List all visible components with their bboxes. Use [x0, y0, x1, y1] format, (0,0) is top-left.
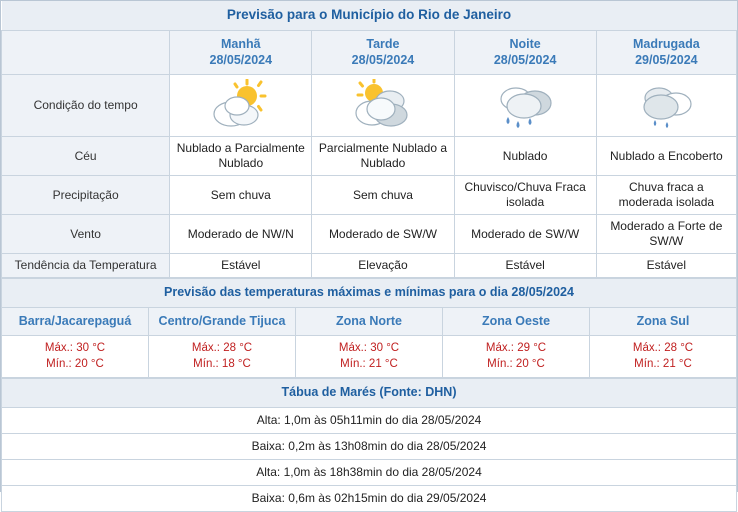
period-date-madrugada: 29/05/2024	[635, 52, 698, 67]
zone-min-barra: Mín.: 20 °C	[46, 357, 104, 370]
tide-entry-2: Baixa: 0,2m às 13h08min do dia 28/05/2024	[2, 434, 737, 460]
row-label-tendencia: Tendência da Temperatura	[2, 254, 170, 278]
tide-entry-4: Baixa: 0,6m às 02h15min do dia 29/05/2024	[2, 486, 737, 512]
zone-min-zona-oeste: Mín.: 20 °C	[487, 357, 545, 370]
period-date-noite: 28/05/2024	[493, 52, 557, 67]
temperatures-title-row	[2, 279, 737, 308]
row-label-ceu: Céu	[2, 137, 170, 176]
wind-noite: Moderado de SW/W	[454, 215, 596, 254]
weather-icon-cell-tarde	[312, 75, 454, 137]
zone-temps-zona-sul	[590, 336, 737, 378]
period-name-manha: Manhã	[220, 36, 261, 51]
trend-madrugada: Estável	[596, 254, 736, 278]
wind-tarde: Moderado de SW/W	[312, 215, 454, 254]
zone-temps-barra	[2, 336, 149, 378]
precipitation-row	[2, 176, 737, 215]
forecast-title-row	[2, 1, 737, 30]
zone-name-zona-sul: Zona Sul	[590, 307, 737, 336]
period-header-manha	[170, 30, 312, 74]
zone-min-zona-sul: Mín.: 21 °C	[634, 357, 692, 370]
zone-max-zona-norte: Máx.: 30 °C	[338, 342, 400, 355]
zone-max-zona-sul: Máx.: 28 °C	[632, 342, 694, 355]
zone-values-row	[2, 336, 737, 378]
period-header-tarde	[312, 30, 454, 74]
sky-madrugada: Nublado a Encoberto	[596, 137, 736, 176]
zone-min-centro: Mín.: 18 °C	[193, 357, 251, 370]
period-name-madrugada: Madrugada	[633, 36, 700, 51]
tide-entry-row	[2, 486, 737, 512]
sky-manha: Nublado a Parcialmente Nublado	[170, 137, 312, 176]
period-date-tarde: 28/05/2024	[351, 52, 415, 67]
tide-entry-3: Alta: 1,0m às 18h38min do dia 28/05/2024	[2, 460, 737, 486]
wind-manha: Moderado de NW/N	[170, 215, 312, 254]
trend-noite: Estável	[454, 254, 596, 278]
tide-entry-row	[2, 460, 737, 486]
weather-icon-cell-noite	[454, 75, 596, 137]
wind-madrugada: Moderado a Forte de SW/W	[596, 215, 736, 254]
weather-icon-cell-manha	[170, 75, 312, 137]
period-header-blank	[2, 30, 170, 74]
sky-tarde: Parcialmente Nublado a Nublado	[312, 137, 454, 176]
forecast-table	[1, 1, 737, 278]
precipitation-madrugada: Chuva fraca a moderada isolada	[596, 176, 736, 215]
period-header-row	[2, 30, 737, 74]
weather-condition-row	[2, 75, 737, 137]
period-header-noite	[454, 30, 596, 74]
tide-entry-row	[2, 408, 737, 434]
zone-min-zona-norte: Mín.: 21 °C	[340, 357, 398, 370]
zone-name-zona-norte: Zona Norte	[296, 307, 443, 336]
row-label-precipitacao: Precipitação	[2, 176, 170, 215]
zone-name-barra: Barra/Jacarepaguá	[2, 307, 149, 336]
weather-icon-cell-madrugada	[596, 75, 736, 137]
sky-row	[2, 137, 737, 176]
precipitation-manha: Sem chuva	[170, 176, 312, 215]
zone-max-barra: Máx.: 30 °C	[44, 342, 106, 355]
period-name-tarde: Tarde	[366, 36, 400, 51]
zone-temps-zona-norte	[296, 336, 443, 378]
temperature-trend-row	[2, 254, 737, 278]
sun-behind-large-cloud-icon	[314, 78, 451, 134]
precipitation-tarde: Sem chuva	[312, 176, 454, 215]
zone-max-zona-oeste: Máx.: 29 °C	[485, 342, 547, 355]
sky-noite: Nublado	[454, 137, 596, 176]
tides-title-row	[2, 379, 737, 408]
cloud-with-rain-icon	[457, 78, 594, 134]
period-date-manha: 28/05/2024	[209, 52, 273, 67]
wind-row	[2, 215, 737, 254]
precipitation-noite: Chuvisco/Chuva Fraca isolada	[454, 176, 596, 215]
trend-manha: Estável	[170, 254, 312, 278]
zone-temps-centro	[149, 336, 296, 378]
cloud-with-drizzle-icon	[599, 78, 734, 134]
tide-entry-row	[2, 434, 737, 460]
row-label-vento: Vento	[2, 215, 170, 254]
forecast-title: Previsão para o Município do Rio de Janeiro	[2, 1, 737, 30]
row-label-condicao: Condição do tempo	[2, 75, 170, 137]
zone-header-row	[2, 307, 737, 336]
sun-behind-cloud-icon	[172, 78, 309, 134]
trend-tarde: Elevação	[312, 254, 454, 278]
zone-name-zona-oeste: Zona Oeste	[443, 307, 590, 336]
tide-entry-1: Alta: 1,0m às 05h11min do dia 28/05/2024	[2, 408, 737, 434]
zone-name-centro: Centro/Grande Tijuca	[149, 307, 296, 336]
period-name-noite: Noite	[509, 36, 541, 51]
zone-temps-zona-oeste	[443, 336, 590, 378]
tides-title: Tábua de Marés (Fonte: DHN)	[2, 379, 737, 408]
zone-max-centro: Máx.: 28 °C	[191, 342, 253, 355]
temperatures-title: Previsão das temperaturas máximas e mínimas para o dia 28/05/2024	[2, 279, 737, 308]
temperatures-table	[1, 278, 737, 378]
period-header-madrugada	[596, 30, 736, 74]
